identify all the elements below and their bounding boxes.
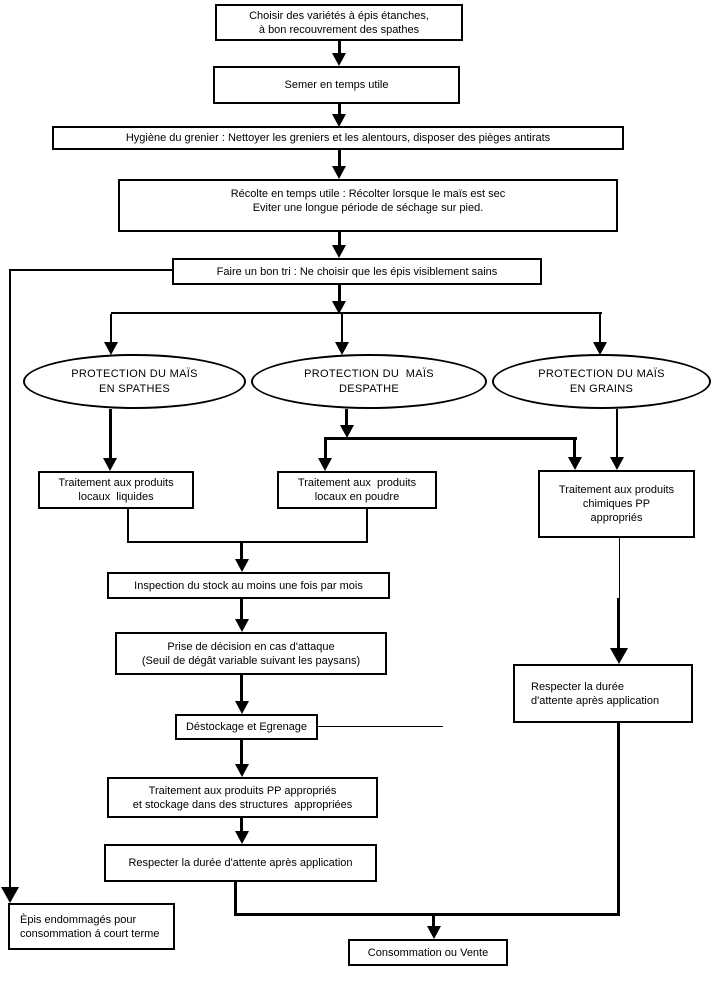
arrowhead-down-icon	[1, 887, 19, 903]
ellipse-protection-spathes	[23, 354, 246, 409]
arrowhead-down-icon	[318, 458, 332, 471]
connector-choisir-semer	[338, 41, 341, 53]
connector-collector-consommation	[432, 916, 435, 926]
node-text: Inspection du stock au moins une fois par mois	[134, 579, 363, 592]
connector-collector-line	[234, 913, 620, 916]
node-hygiene-grenier	[52, 126, 624, 150]
arrowhead-down-icon	[335, 342, 349, 355]
node-text: PROTECTION DU MAÏS	[304, 367, 434, 380]
node-text: EN SPATHES	[98, 382, 171, 395]
node-text: PROTECTION DU MAÏS	[538, 367, 665, 380]
node-text: Prise de décision en cas d'attaque	[167, 640, 335, 653]
node-text: à bon recouvrement des spathes	[258, 23, 420, 36]
node-traitement-locaux-liquides	[38, 471, 194, 509]
arrowhead-down-icon	[332, 245, 346, 258]
connector-recolte-tri	[338, 230, 341, 245]
node-semer	[213, 66, 460, 104]
arrowhead-down-icon	[235, 831, 249, 844]
connector-respecter-droite-down	[617, 723, 620, 916]
node-text: Èpis endommagés pour	[20, 913, 137, 926]
node-respecter-duree-droite	[513, 664, 693, 723]
node-prise-decision	[115, 632, 387, 675]
node-text: chimiques PP	[582, 498, 651, 510]
connector-junction-poudre	[324, 440, 327, 458]
connector-junction-chimiques	[573, 440, 576, 457]
node-text: locaux en poudre	[314, 491, 400, 503]
connector-traitement-respecter	[240, 818, 243, 831]
connector-destockage-right-stub	[318, 726, 443, 727]
node-respecter-duree-centre	[104, 844, 377, 882]
node-text: PROTECTION DU MAÏS	[71, 367, 198, 380]
connector-poudre-down	[366, 509, 368, 543]
connector-merge-line	[127, 541, 368, 543]
arrowhead-down-icon	[610, 648, 628, 664]
connector-chimiques-down-thin	[619, 538, 620, 598]
arrowhead-down-icon	[568, 457, 582, 470]
node-text: Traitement aux produits	[558, 484, 675, 496]
connector-liquides-down	[127, 509, 129, 543]
arrowhead-down-icon	[235, 764, 249, 777]
node-text: Déstockage et Egrenage	[185, 721, 308, 733]
connector-destockage-traitement	[240, 740, 243, 764]
node-text: Eviter une longue période de séchage sur pied.	[252, 202, 484, 214]
arrowhead-down-icon	[103, 458, 117, 471]
ellipse-protection-grains	[492, 354, 711, 409]
node-text: Respecter la durée d'attente après application	[128, 857, 353, 869]
arrowhead-down-icon	[104, 342, 118, 355]
node-text: DESPATHE	[338, 382, 400, 395]
node-destockage-egrenage	[175, 714, 318, 740]
node-faire-bon-tri	[172, 258, 542, 285]
connector-grains-chimiques	[616, 409, 618, 457]
node-traitement-pp-stockage	[107, 777, 378, 818]
connector-drop-grains	[599, 314, 601, 342]
node-text: d'attente après application	[531, 694, 660, 707]
node-text: appropriés	[590, 512, 643, 524]
node-traitement-chimiques-pp	[538, 470, 695, 538]
connector-merge-inspection	[240, 543, 243, 559]
node-text: Semer en temps utile	[284, 79, 389, 91]
ellipse-protection-despathe	[251, 354, 487, 409]
node-text: Faire un bon tri : Ne choisir que les épis visiblement sains	[216, 265, 498, 278]
arrowhead-down-icon	[610, 457, 624, 470]
node-text: Respecter la durée	[531, 680, 624, 693]
node-consommation-vente	[348, 939, 508, 966]
arrowhead-down-icon	[235, 701, 249, 714]
node-epis-endommages	[8, 903, 175, 950]
node-traitement-locaux-poudre	[277, 471, 437, 509]
connector-drop-spathes	[110, 314, 112, 342]
node-text: et stockage dans des structures appropriées	[132, 798, 353, 811]
connector-distribution-line	[111, 312, 602, 314]
node-text: consommation á court terme	[20, 927, 160, 940]
node-text: (Seuil de dégât variable suivant les paysans)	[141, 654, 361, 667]
node-text: Choisir des variétés à épis étanches,	[249, 9, 429, 22]
node-text: Traitement aux produits	[297, 477, 417, 489]
connector-spathes-liquides	[109, 409, 112, 458]
connector-left-vertical	[9, 269, 11, 887]
node-text: Traitement aux produits	[58, 477, 174, 489]
node-inspection-stock	[107, 572, 390, 599]
connector-chimiques-respecter	[617, 598, 620, 648]
node-recolte	[118, 179, 618, 232]
connector-tri-distribution	[338, 285, 341, 301]
node-text: Consommation ou Vente	[367, 946, 489, 959]
arrowhead-down-icon	[235, 559, 249, 572]
node-text: locaux liquides	[78, 491, 154, 503]
connector-semer-hygiene	[338, 104, 341, 114]
connector-tri-left	[10, 269, 172, 271]
connector-junction-line	[324, 437, 577, 440]
node-text: Traitement aux produits PP appropriés	[148, 784, 337, 797]
node-choisir-varietes	[215, 4, 463, 41]
connector-inspection-prise	[240, 599, 243, 619]
connector-hygiene-recolte	[338, 150, 341, 166]
arrowhead-down-icon	[332, 166, 346, 179]
connector-respecter-centre-down	[234, 882, 237, 916]
node-text: Hygiène du grenier : Nettoyer les greniers et les alentours, disposer des pièges antirats	[125, 132, 551, 144]
connector-prise-destockage	[240, 675, 243, 701]
arrowhead-down-icon	[332, 53, 346, 66]
node-text: Récolte en temps utile : Récolter lorsque le maïs est sec	[230, 188, 506, 200]
connector-drop-despathe	[341, 314, 343, 342]
node-text: EN GRAINS	[569, 382, 634, 395]
connector-despathe-junction	[345, 409, 348, 425]
arrowhead-down-icon	[427, 926, 441, 939]
arrowhead-down-icon	[235, 619, 249, 632]
